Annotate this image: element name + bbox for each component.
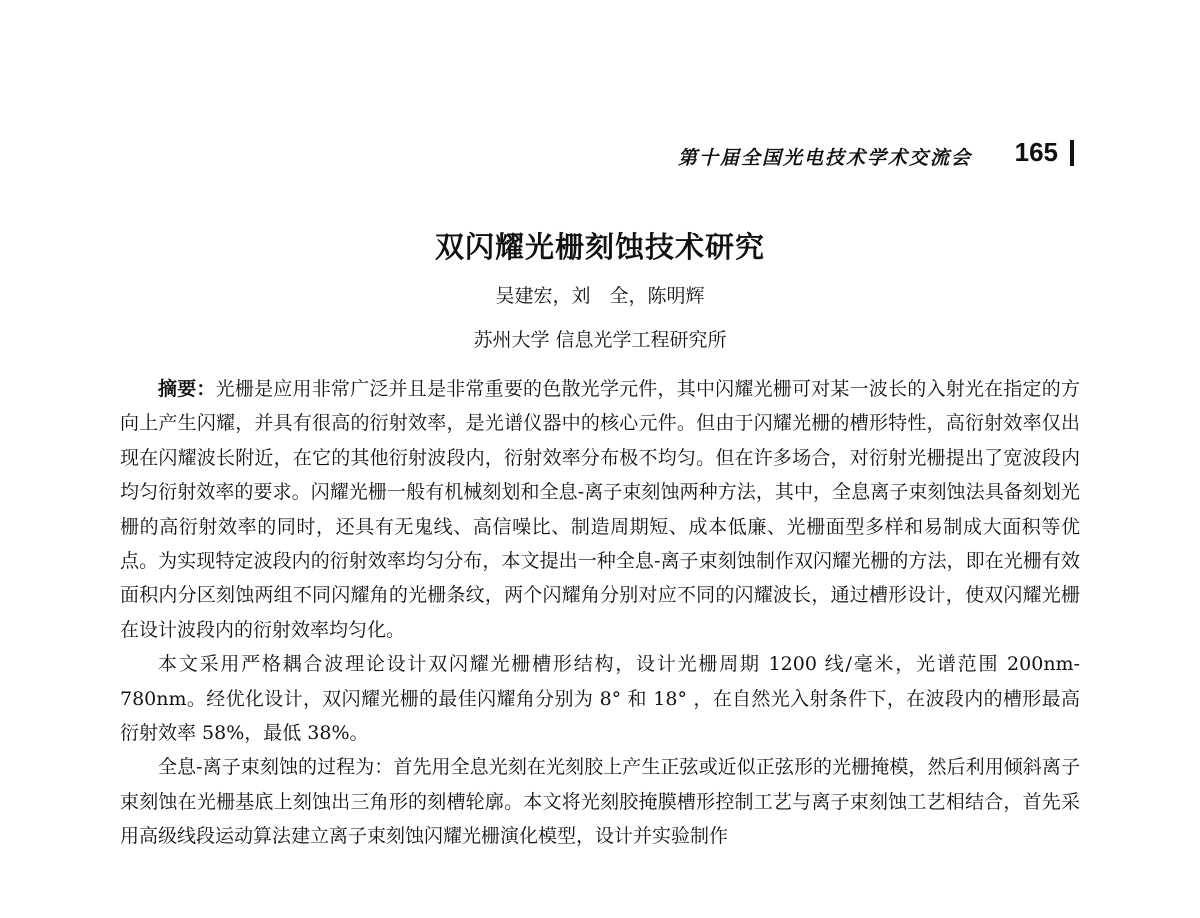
body-paragraph-3: 全息-离子束刻蚀的过程为：首先用全息光刻在光刻胶上产生正弦或近似正弦形的光栅掩模，然后利用倾斜离子束刻蚀在光栅基底上刻蚀出三角形的刻槽轮廓。本文将光刻胶掩膜槽形控制工艺与离子束刻蚀工艺相结合，首先采用高级线段运动算法建立离子束刻蚀闪耀光栅演化模型，设计并实验制作 <box>120 756 1080 848</box>
paper-title: 双闪耀光栅刻蚀技术研究 <box>434 230 765 264</box>
abstract-paragraph <box>120 372 1080 647</box>
paper-affiliation: 苏州大学 信息光学工程研究所 <box>473 329 727 351</box>
running-header <box>560 136 1080 170</box>
page-number: 165 <box>1014 137 1058 167</box>
paper-authors: 吴建宏，刘 全，陈明辉 <box>495 285 705 307</box>
abstract-text: 光栅是应用非常广泛并且是非常重要的色散光学元件，其中闪耀光栅可对某一波长的入射光在指定的方向上产生闪耀，并具有很高的衍射效率，是光谱仪器中的核心元件。但由于闪耀光栅的槽形特性，高衍射效率仅出现在闪耀波长附近，在它的其他衍射波段内，衍射效率分布极不均匀。但在许多场合，对衍射光栅提出了宽波段内均匀衍射效率的要求。闪耀光栅一般有机械刻划和全息-离子束刻蚀两种方法，其中，全息离子束刻蚀法具备刻划光栅的高衍射效率的同时，还具有无鬼线、高信噪比、制造周期短、成本低廉、光栅面型多样和易制成大面积等优点。为实现特定波段内的衍射效率均匀分布，本文提出一种全息-离子束刻蚀制作双闪耀光栅的方法，即在光栅有效面积内分区刻蚀两组不同闪耀角的光栅条纹，两个闪耀角分别对应不同的闪耀波长，通过槽形设计，使双闪耀光栅在设计波段内的衍射效率均匀化。 <box>120 378 1080 641</box>
header-vertical-rule <box>1070 140 1074 166</box>
abstract-label: 摘要： <box>158 378 216 400</box>
conference-name: 第十届全国光电技术学术交流会 <box>677 147 972 169</box>
body-text <box>120 372 1080 854</box>
body-paragraph-2: 本文采用严格耦合波理论设计双闪耀光栅槽形结构，设计光栅周期 1200 线/毫米，光谱范围 200nm-780nm。经优化设计，双闪耀光栅的最佳闪耀角分别为 8° 和 18° ，在自然光入射条件下，在波段内的槽形最高衍射效率 58%，最低 38%。 <box>120 653 1080 745</box>
